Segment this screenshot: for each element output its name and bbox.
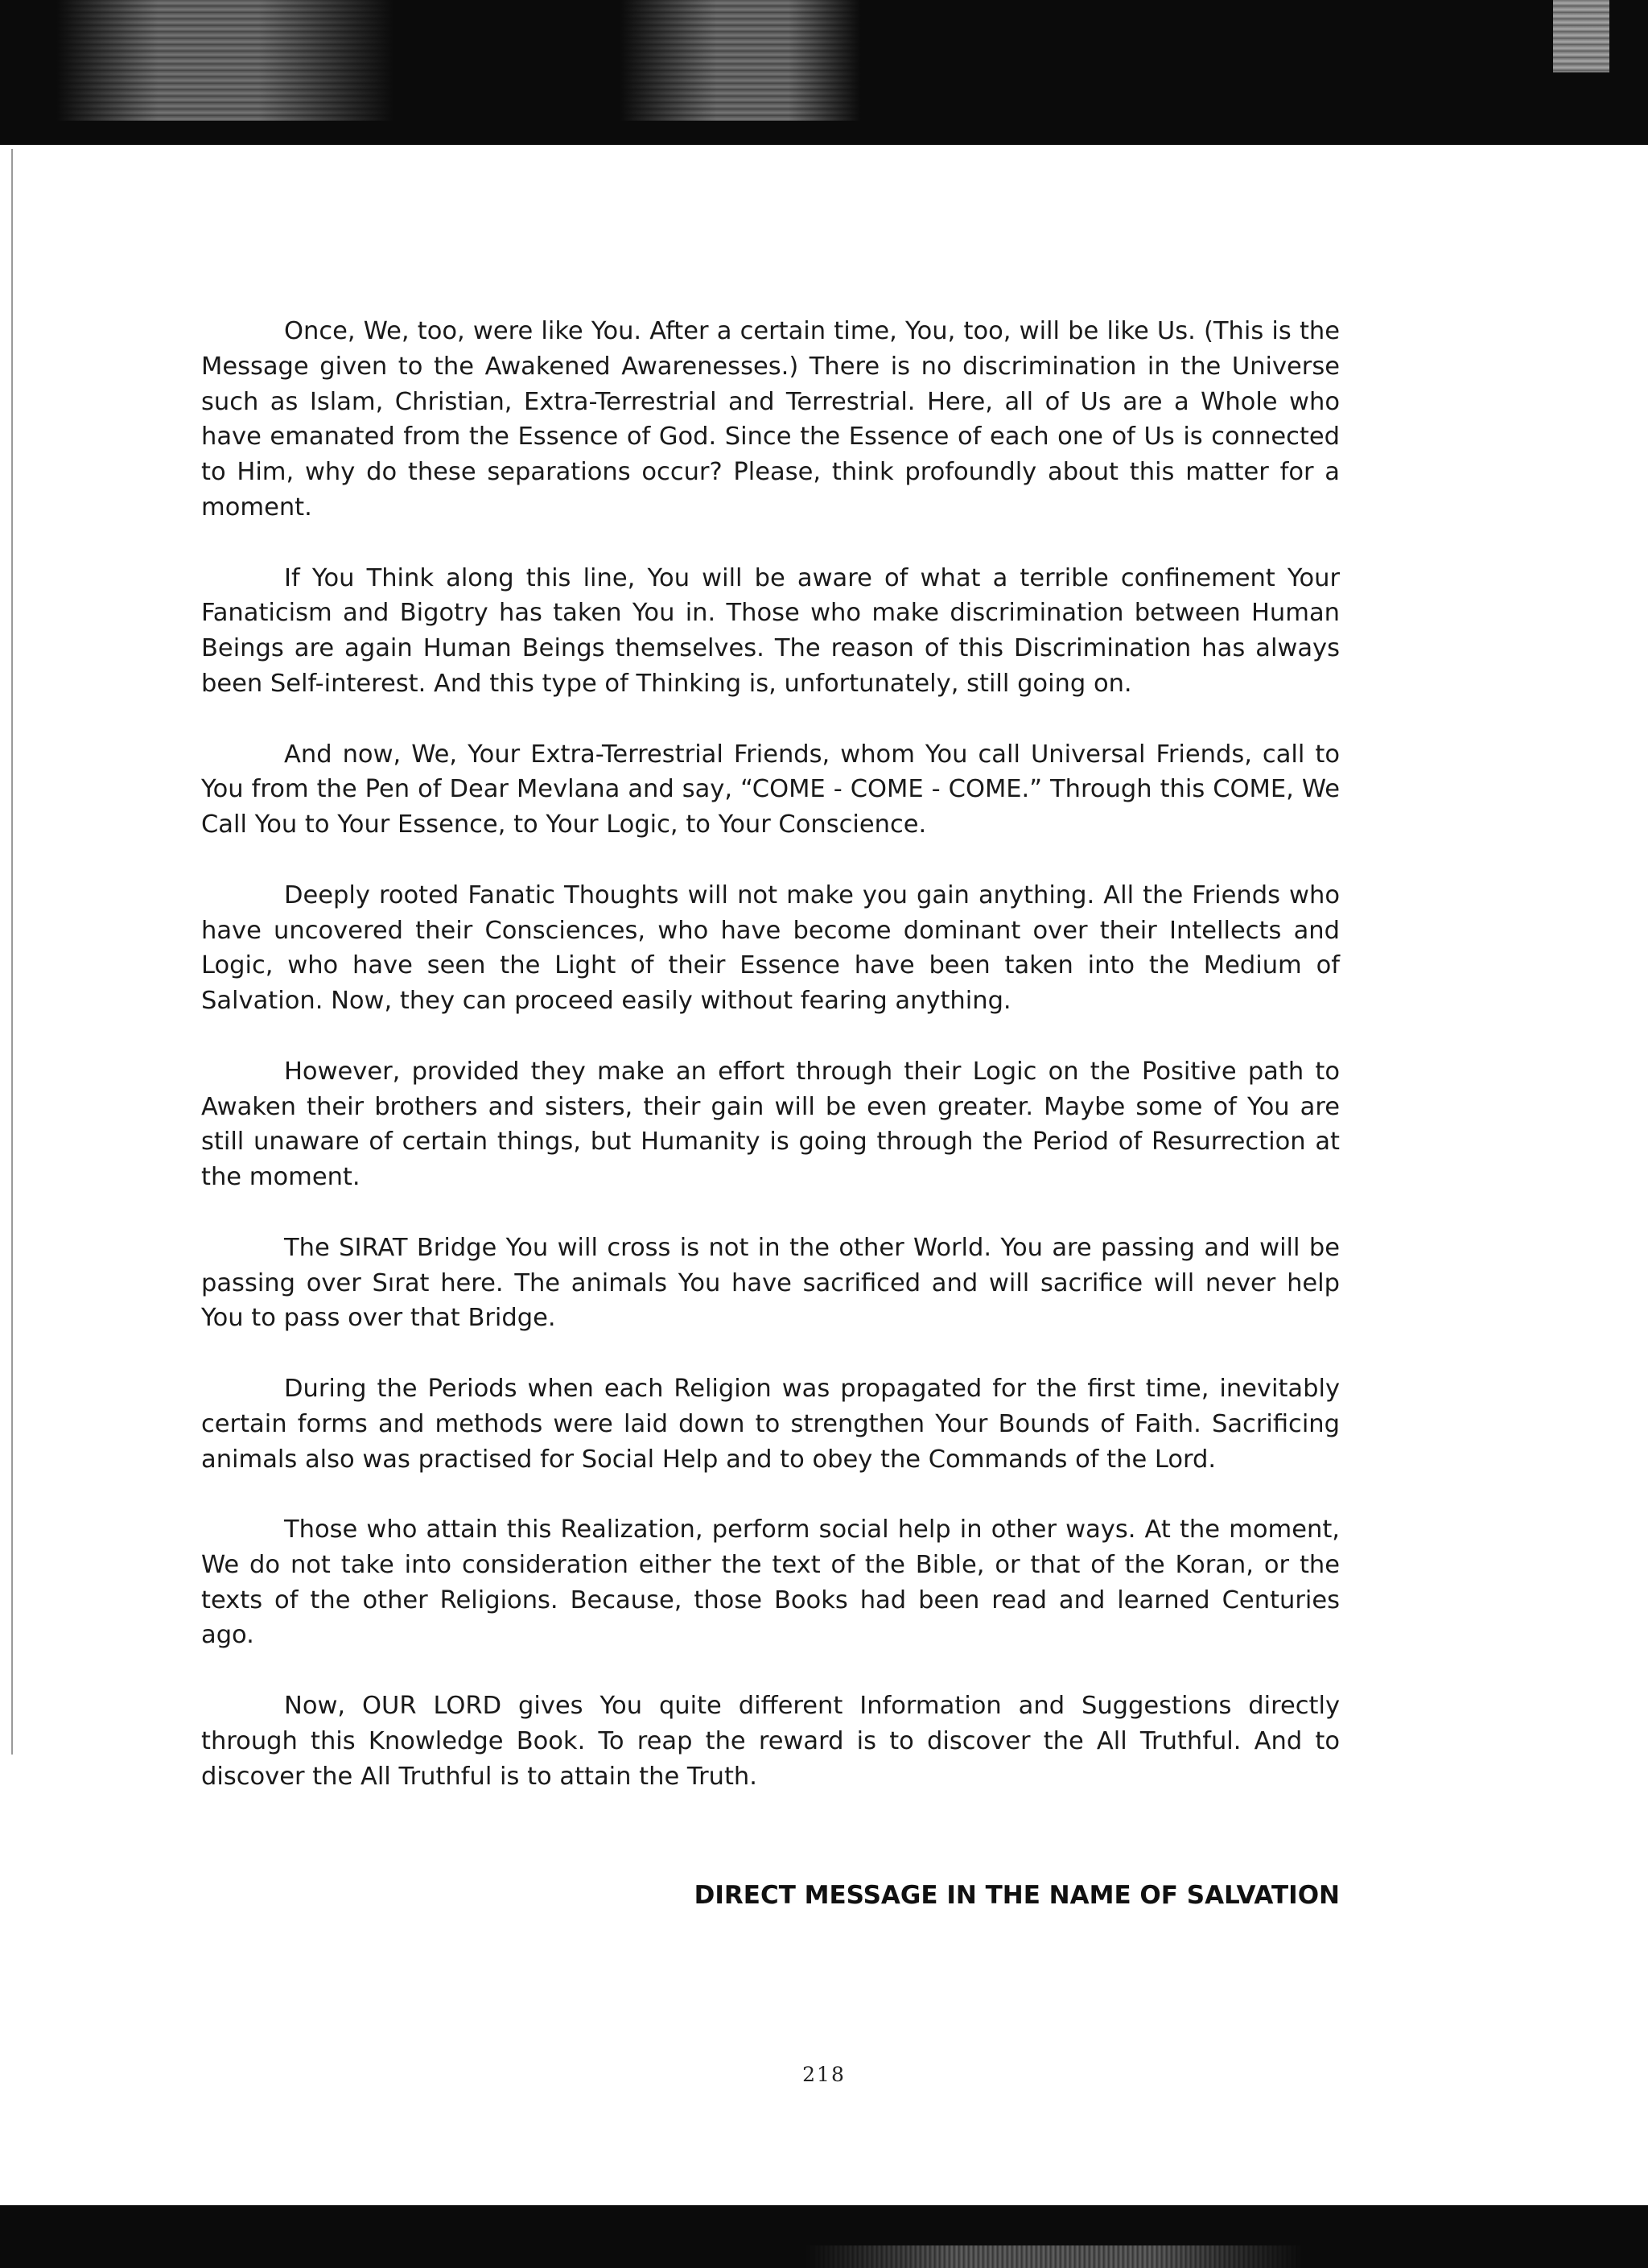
paragraph: If You Think along this line, You will be aware of what a terrible confinement Your Fanaticism and Bigotry has taken You in. Those who make discrimination between Human Beings are again Human Beings themselves. The reason of this Discrimination has always been Self-interest. And this type of Thinking is, unfortunately, still going on. xyxy=(201,563,1340,698)
scan-border-bottom xyxy=(0,2205,1648,2268)
paragraph: Now, OUR LORD gives You quite different Information and Suggestions directly through this Knowledge Book. To reap the reward is to discover the All Truthful. And to discover the All Truthful is to attain the Truth. xyxy=(201,1692,1340,1791)
message-signature: DIRECT MESSAGE IN THE NAME OF SALVATION xyxy=(694,1881,1340,1910)
scan-glare xyxy=(1553,0,1609,72)
page-edge-line xyxy=(11,149,13,1755)
paragraph: Those who attain this Realization, perform social help in other ways. At the moment, We do not take into consideration either the text of the Bible, or that of the Koran, or the texts of the other Religions. Because, those Books had been read and learned Centuries ago. xyxy=(201,1515,1340,1650)
paragraph: Once, We, too, were like You. After a certain time, You, too, will be like Us. (This is the Message given to the Awakened Awarenesses.) There is no discrimination in the Universe such as Islam, Christian, Extra-Terrestrial and Terrestrial. Here, all of Us are a Whole who have emanated from the Essence of God. Since the Essence of each one of Us is connected to Him, why do these separations occur? Please, think profoundly about this matter for a moment. xyxy=(201,317,1340,522)
scan-border-top xyxy=(0,0,1648,145)
scan-glare xyxy=(56,0,394,121)
scan-glare xyxy=(805,2245,1304,2268)
page-number: 218 xyxy=(802,2063,846,2086)
page-body xyxy=(201,314,1340,1829)
paragraph: During the Periods when each Religion was propagated for the first time, inevitably certain forms and methods were laid down to strengthen Your Bounds of Faith. Sacrificing animals also was practised for Social Help and to obey the Commands of the Lord. xyxy=(201,1374,1340,1474)
scan-glare xyxy=(620,0,861,121)
paragraph: The SIRAT Bridge You will cross is not in the other World. You are passing and will be passing over Sırat here. The animals You have sacrificed and will sacrifice will never help You to pass over that Bridge. xyxy=(201,1233,1340,1333)
paragraph: And now, We, Your Extra-Terrestrial Friends, whom You call Universal Friends, call to You from the Pen of Dear Mevlana and say, “COME - COME - COME.” Through this COME, We Call You to Your Essence, to Your Logic, to Your Conscience. xyxy=(201,740,1340,839)
paragraph: Deeply rooted Fanatic Thoughts will not make you gain anything. All the Friends who have uncovered their Consciences, who have become dominant over their Intellects and Logic, who have seen the Light of their Essence have been taken into the Medium of Salvation. Now, they can proceed easily without fearing anything. xyxy=(201,880,1340,1016)
paragraph: However, provided they make an effort through their Logic on the Positive path to Awaken their brothers and sisters, their gain will be even greater. Maybe some of You are still unaware of certain things, but Humanity is going through the Period of Resurrection at the moment. xyxy=(201,1057,1340,1192)
